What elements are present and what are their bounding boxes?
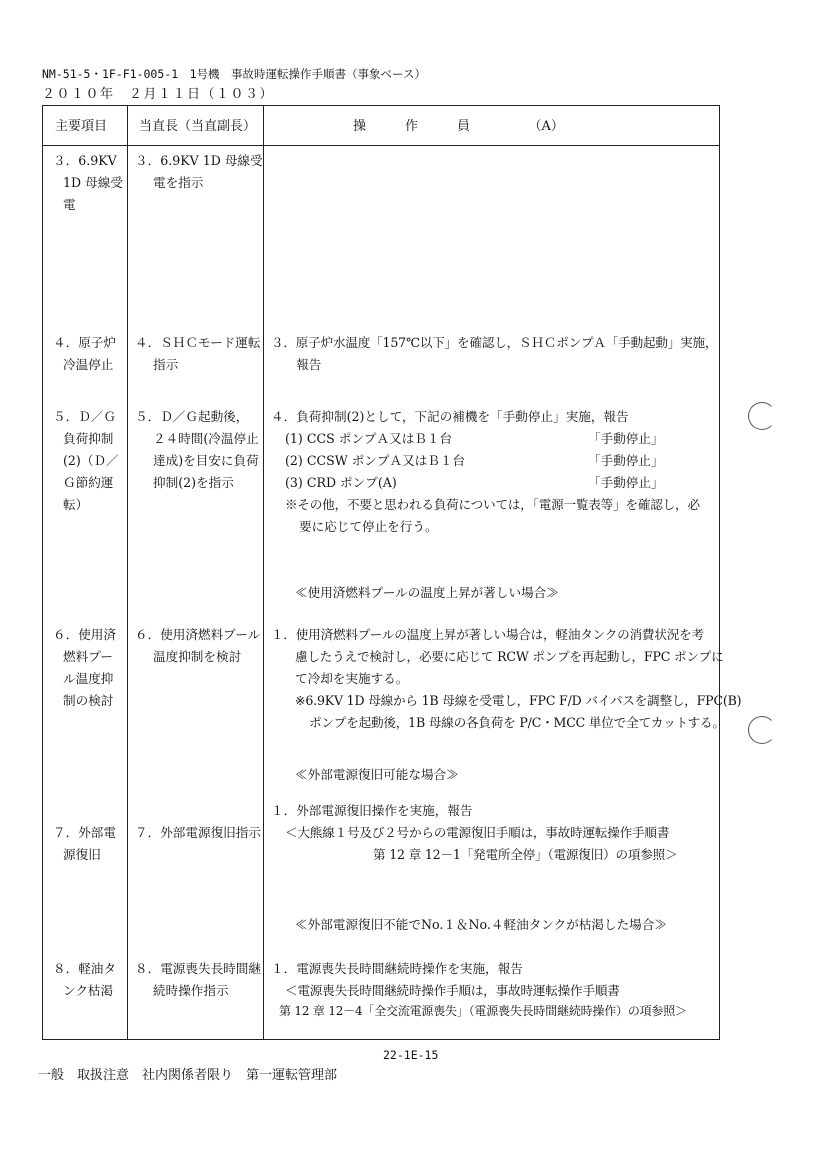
item-cell-line: ６．使用済 [53, 627, 116, 642]
operator-cell-line: ３．原子炉水温度「157℃以下」を確認し，ＳＨＣポンプＡ「手動起動」実施， [271, 335, 718, 350]
page-number: 22-1E-15 [383, 1048, 439, 1062]
operator-cell-line: ※6.9KV 1D 母線から 1B 母線を受電し，FPC F/D バイパスを調整し，FPC(B) [295, 693, 742, 708]
chief-cell-line: ３．6.9KV 1D 母線受 [135, 153, 263, 168]
operator-cell-line: ４．負荷抑制(2)として，下記の補機を「手動停止」実施，報告 [271, 409, 629, 424]
chief-cell-line: 電を指示 [153, 175, 204, 190]
item-cell-line: 制の検討 [63, 693, 114, 708]
operator-cell-line: ＜大熊線１号及び２号からの電源復旧手順は，事故時運転操作手順書 [285, 825, 670, 840]
item-cell-line: ７．外部電 [53, 825, 116, 840]
operator-cell-line: ポンプを起動後，1B 母線の各負荷を P/C・MCC 単位で全てカットする。 [309, 715, 725, 730]
column-header-operator: 操 作 員 （A） [353, 119, 564, 134]
item-cell-line: 燃料プー [63, 649, 113, 664]
item-cell-line: ８．軽油タ [53, 961, 116, 976]
item-cell-line: 転） [63, 497, 89, 512]
operator-cell-line: １．使用済燃料プールの温度上昇が著しい場合は，軽油タンクの消費状況を考 [271, 627, 704, 642]
operator-cell-line: １．電源喪失長時間継続時操作を実施，報告 [271, 961, 523, 976]
operator-cell-line: １．外部電源復旧操作を実施，報告 [271, 803, 473, 818]
item-cell-line: 電 [63, 197, 76, 212]
chief-cell-line: 温度抑制を検討 [153, 649, 242, 664]
column-divider-1 [127, 106, 128, 1039]
classification-footer: 一般 取扱注意 社内関係者限り 第一運転管理部 [38, 1068, 338, 1083]
chief-cell-line: 抑制(2)を指示 [153, 475, 234, 490]
item-cell-line: Ｇ節約運 [63, 475, 114, 490]
chief-cell-line: ４．ＳＨＣモード運転 [135, 335, 261, 350]
operator-cell-line: て冷却を実施する。 [295, 671, 409, 686]
column-header-chief: 当直長（当直副長） [139, 119, 257, 134]
operator-cell-line: (3) CRD ポンプ(A) [285, 475, 397, 490]
punch-hole [748, 402, 776, 430]
item-cell-line: ４．原子炉 [53, 335, 116, 350]
operator-cell-line: 第 12 章 12－4「全交流電源喪失」（電源喪失長時間継続時操作）の項参照＞ [279, 1004, 687, 1018]
operator-cell-line: ＜電源喪失長時間継続時操作手順は，事故時運転操作手順書 [285, 983, 620, 998]
punch-hole [748, 716, 776, 744]
item-cell-line: 源復旧 [63, 847, 101, 862]
operator-cell-line: 慮したうえで検討し，必要に応じて RCW ポンプを再起動し，FPC ポンプに [295, 649, 724, 664]
item-cell-line: ル温度抑 [63, 671, 114, 686]
item-cell-line: 冷温停止 [63, 357, 114, 372]
condition-heading: ≪外部電源復旧可能な場合≫ [295, 767, 459, 782]
item-cell-line: ンク枯渇 [63, 983, 114, 998]
item-cell-line: ３．6.9KV [53, 153, 117, 168]
procedure-table [42, 105, 742, 1040]
operator-cell-line: (2) CCSW ポンプＡ又はＢ１台 [285, 453, 466, 468]
operator-status-label: 「手動停止」 [588, 475, 664, 490]
chief-cell-line: 達成)を目安に負荷 [153, 453, 259, 468]
operator-status-label: 「手動停止」 [588, 431, 664, 446]
column-divider-2 [263, 106, 264, 1039]
chief-cell-line: ６．使用済燃料プール [135, 627, 261, 642]
condition-heading: ≪外部電源復旧不能でNo.１＆No.４軽油タンクが枯渇した場合≫ [295, 917, 667, 932]
chief-cell-line: ７．外部電源復旧指示 [135, 825, 261, 840]
chief-cell-line: 続時操作指示 [153, 983, 229, 998]
operator-cell-line: ※その他，不要と思われる負荷については，「電源一覧表等」を確認し，必 [285, 497, 700, 512]
item-cell-line: ５．Ｄ／Ｇ [53, 409, 116, 424]
item-cell-line: 負荷抑制 [63, 431, 114, 446]
chief-cell-line: ２４時間(冷温停止 [153, 431, 259, 446]
chief-cell-line: ８．電源喪失長時間継 [135, 961, 261, 976]
condition-heading: ≪使用済燃料プールの温度上昇が著しい場合≫ [295, 585, 559, 600]
operator-cell-line: (1) CCS ポンプＡ又はＢ１台 [285, 431, 453, 446]
header-divider [43, 145, 719, 146]
chief-cell-line: 指示 [153, 357, 179, 372]
item-cell-line: 1D 母線受 [63, 175, 123, 190]
column-header-item: 主要項目 [55, 119, 108, 134]
document-date: ２０１０年 ２月１１日（１０３） [42, 87, 275, 102]
operator-cell-line: 要に応じて停止を行う。 [299, 519, 438, 534]
chief-cell-line: ５．Ｄ／Ｇ起動後， [135, 409, 249, 424]
document-id: NM-51-5・1F-F1-005-1 1号機 事故時運転操作手順書（事象ベース） [42, 67, 426, 81]
operator-status-label: 「手動停止」 [588, 453, 664, 468]
operator-cell-line: 報告 [271, 357, 322, 372]
operator-cell-line: 第 12 章 12－1「発電所全停」（電源復旧）の項参照＞ [373, 847, 678, 862]
item-cell-line: (2)（Ｄ／ [63, 453, 119, 468]
